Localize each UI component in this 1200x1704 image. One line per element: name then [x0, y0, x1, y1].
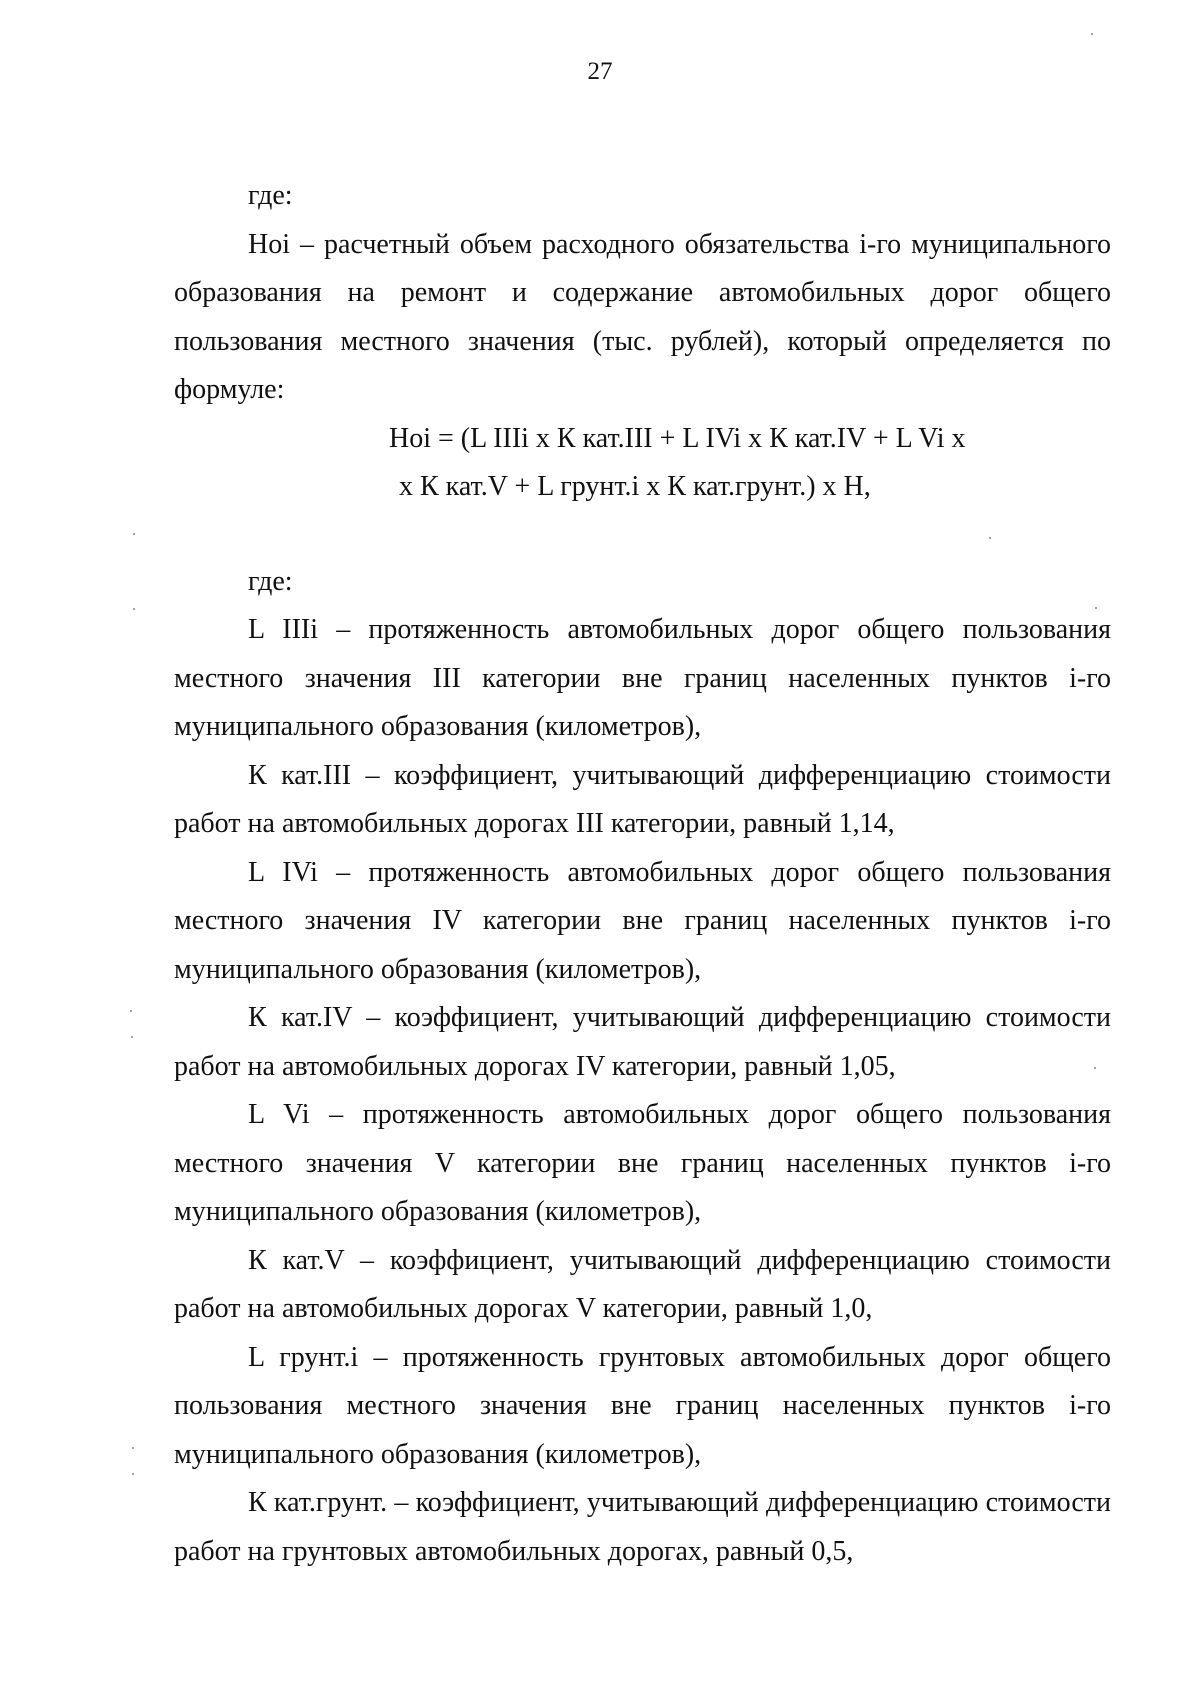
- definition-k-kat-grunt: К кат.грунт. – коэффициент, учитывающий дифференциацию стоимости работ на грунтовых автомобильных дорогах, равный 0,5,: [174, 1487, 1111, 1567]
- scan-speck: [132, 1473, 134, 1475]
- document-body: [174, 172, 1111, 1576]
- scan-speck: [1094, 1067, 1096, 1069]
- scan-speck: [133, 533, 135, 535]
- scan-speck: [1095, 607, 1097, 609]
- definition-k-kat-v: К кат.V – коэффициент, учитывающий дифференциацию стоимости работ на автомобильных дорогах V категории, равный 1,0,: [174, 1244, 1111, 1324]
- where-label: где:: [248, 180, 293, 211]
- definition-l-v: L Vi – протяженность автомобильных дорог общего пользования местного значения V категории вне границ населенных пунктов i-го муниципального образования (километров),: [174, 1099, 1111, 1227]
- scan-speck: [989, 537, 991, 539]
- where-label-2: где:: [248, 565, 293, 597]
- definition-l-grunt: L грунт.i – протяженность грунтовых автомобильных дорог общего пользования местного значения вне границ населенных пунктов i-го муниципального образования (километров),: [174, 1341, 1111, 1470]
- definition-l-iv: L IVi – протяженность автомобильных дорог общего пользования местного значения IV категории вне границ населенных пунктов i-го муниципального образования (километров),: [174, 856, 1111, 985]
- formula: [174, 415, 1111, 512]
- scan-speck: [1091, 33, 1093, 35]
- definition-k-kat-iv: К кат.IV – коэффициент, учитывающий дифференциацию стоимости работ на автомобильных дорогах IV категории, равный 1,05,: [174, 1002, 1111, 1082]
- scan-speck: [131, 1036, 133, 1038]
- definition-l-iii: L IIIi – протяженность автомобильных дорог общего пользования местного значения III категории вне границ населенных пунктов i-го муниципального образования (километров),: [174, 614, 1111, 742]
- formula-line-2: х К кат.V + L грунт.i х К кат.грунт.) х Н,: [399, 470, 871, 502]
- scan-speck: [133, 608, 135, 610]
- scan-speck: [130, 1010, 132, 1012]
- definition-hoi: Нoi – расчетный объем расходного обязательства i-го муниципального образования на ремонт и содержание автомобильных дорог общего пользования местного значения (тыс. рублей), который определяется по формуле:: [174, 228, 1111, 405]
- definition-k-kat-iii: К кат.III – коэффициент, учитывающий дифференциацию стоимости работ на автомобильных дорогах III категории, равный 1,14,: [174, 759, 1111, 839]
- page-number: 27: [587, 58, 613, 85]
- formula-line-1: Нoi = (L IIIi х К кат.III + L IVi х К кат.IV + L Vi х: [389, 422, 966, 454]
- scan-speck: [132, 1447, 134, 1449]
